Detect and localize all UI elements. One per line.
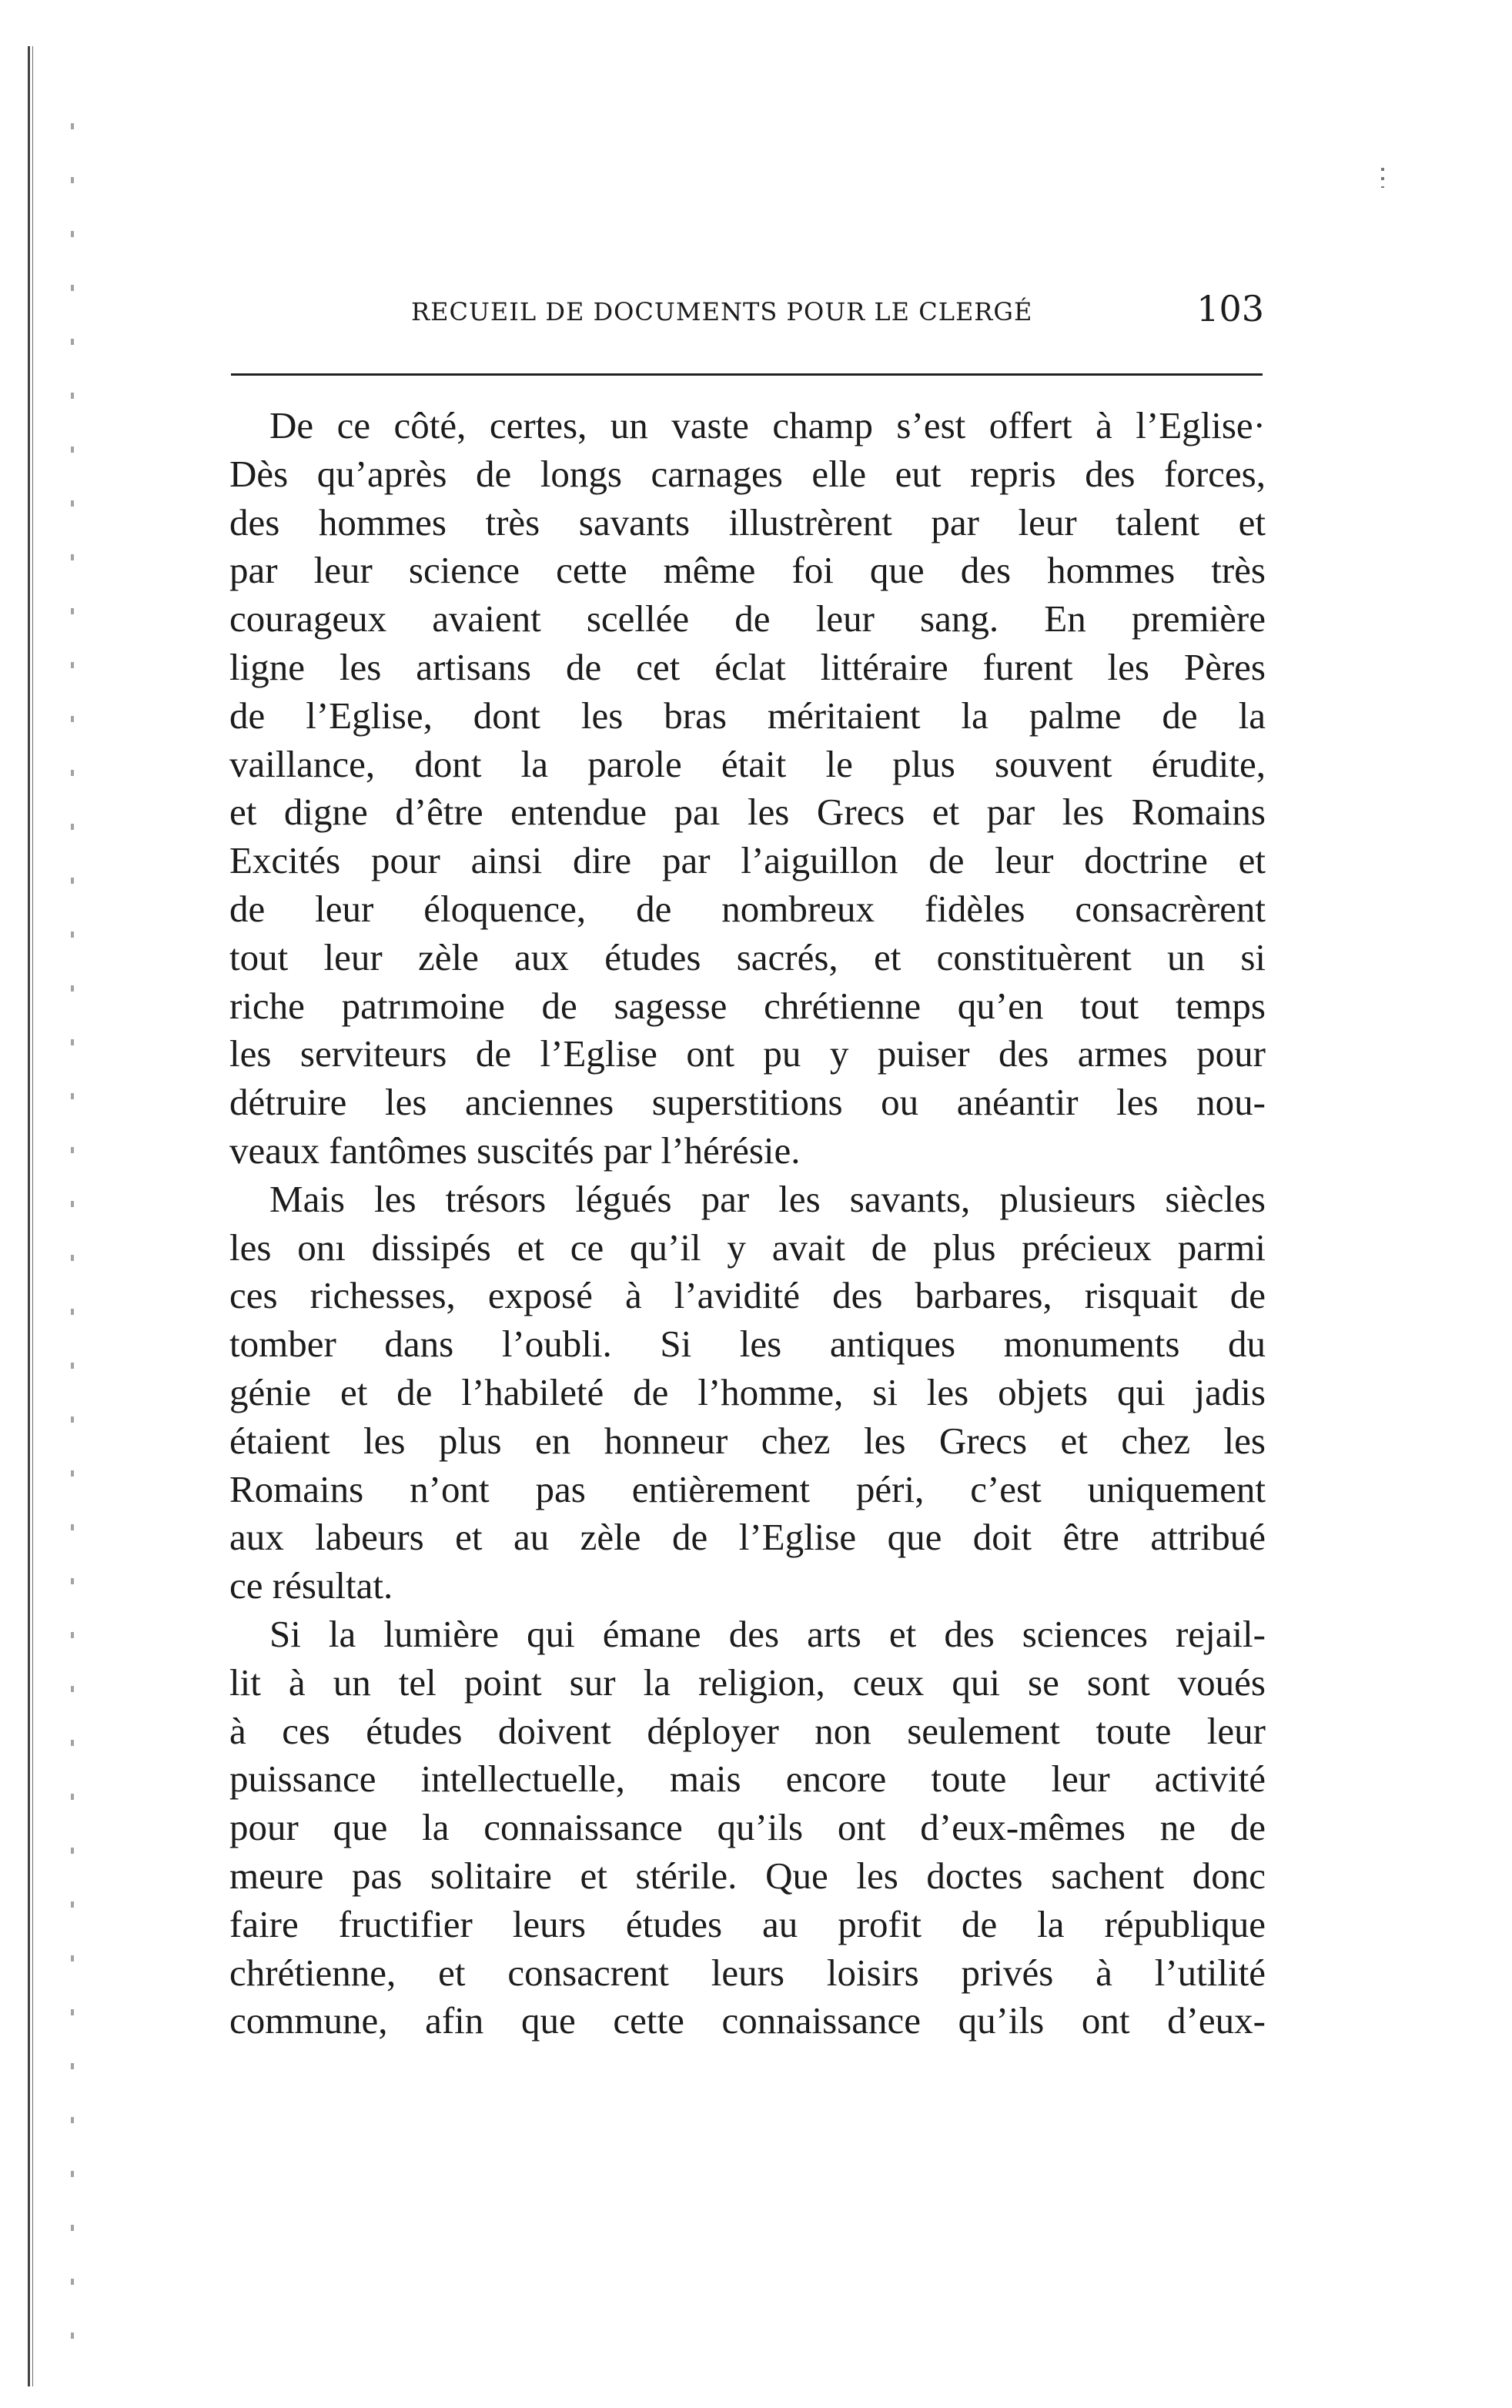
running-head [228,288,1264,334]
text-line: étaient les plus en honneur chez les Grecs et chez les [229,1419,1266,1462]
text-line: meure pas solitaire et stérile. Que les doctes sachent donc [229,1854,1266,1897]
text-line: génie et de l’habileté de l’homme, si les objets qui jadis [229,1370,1266,1413]
text-line: ces richesses, exposé à l’avidité des barbares, risquait de [229,1274,1266,1317]
text-line: courageux avaient scellée de leur sang. En première [229,597,1266,640]
text-line: puissance intellectuelle, mais encore toute leur activité [229,1758,1266,1801]
text-line: lit à un tel point sur la religion, ceux qui se sont voués [229,1661,1266,1704]
text-line: aux labeurs et au zèle de l’Eglise que doit être attribué [229,1516,1266,1559]
body-text [229,402,1266,2045]
text-line: chrétienne, et consacrent leurs loisirs privés à l’utilité [229,1951,1266,1994]
text-line: à ces études doivent déployer non seulement toute leur [229,1709,1266,1752]
text-line: Si la lumière qui émane des arts et des sciences rejail- [269,1612,1266,1655]
text-line: et digne d’être entendue paı les Grecs et par les Romains [229,791,1266,834]
text-line: faire fructifier leurs études au profit de la république [229,1902,1266,1945]
text-line: veaux fantômes suscités par l’hérésie. [229,1129,801,1172]
text-line: de leur éloquence, de nombreux fidèles consacrèrent [229,887,1266,930]
page-number: 103 [1196,288,1264,329]
text-line: détruire les anciennes superstitions ou anéantir les nou- [229,1081,1266,1124]
text-line: vaillance, dont la parole était le plus souvent érudite, [229,742,1266,785]
text-line: Mais les trésors légués par les savants, plusieurs siècles [269,1177,1266,1220]
text-line: commune, afin que cette connaissance qu’ils ont d’eux- [229,1999,1266,2042]
text-line: tomber dans l’oubli. Si les antiques monuments du [229,1323,1266,1366]
scan-stray-mark [1381,168,1384,188]
running-head-title: RECUEIL DE DOCUMENTS POUR LE CLERGÉ [411,297,1033,326]
text-line: tout leur zèle aux études sacrés, et constituèrent un si [229,935,1266,978]
text-line: ce résultat. [229,1564,393,1607]
text-line: les serviteurs de l’Eglise ont pu y puiser des armes pour [229,1032,1266,1075]
text-line: les onı dissipés et ce qu’il y avait de plus précieux parmi [229,1226,1266,1269]
text-line: des hommes très savants illustrèrent par leur talent et [229,500,1266,543]
paragraph-3 [229,1610,1266,2045]
text-line: ligne les artisans de cet éclat littéraire furent les Pères [229,645,1266,688]
paragraph-1 [229,402,1266,1176]
text-line: De ce côté, certes, un vaste champ s’est offert à l’Eglise· [269,404,1266,446]
text-line: pour que la connaissance qu’ils ont d’eux-mêmes ne de [229,1806,1266,1849]
text-line: riche patrımoine de sagesse chrétienne qu’en tout temps [229,984,1266,1027]
text-line: Excités pour ainsi dire par l’aiguillon de leur doctrine et [229,839,1266,882]
text-line: Dès qu’après de longs carnages elle eut repris des forces, [229,452,1266,495]
scan-binding-edge [28,46,35,2386]
text-line: Romains n’ont pas entièrement péri, c’est uniquement [229,1467,1266,1510]
text-line: de l’Eglise, dont les bras méritaient la palme de la [229,694,1266,737]
scan-binding-dots [71,123,74,2356]
header-rule [231,373,1263,376]
text-line: par leur science cette même foi que des hommes très [229,549,1266,592]
paragraph-2 [229,1176,1266,1610]
